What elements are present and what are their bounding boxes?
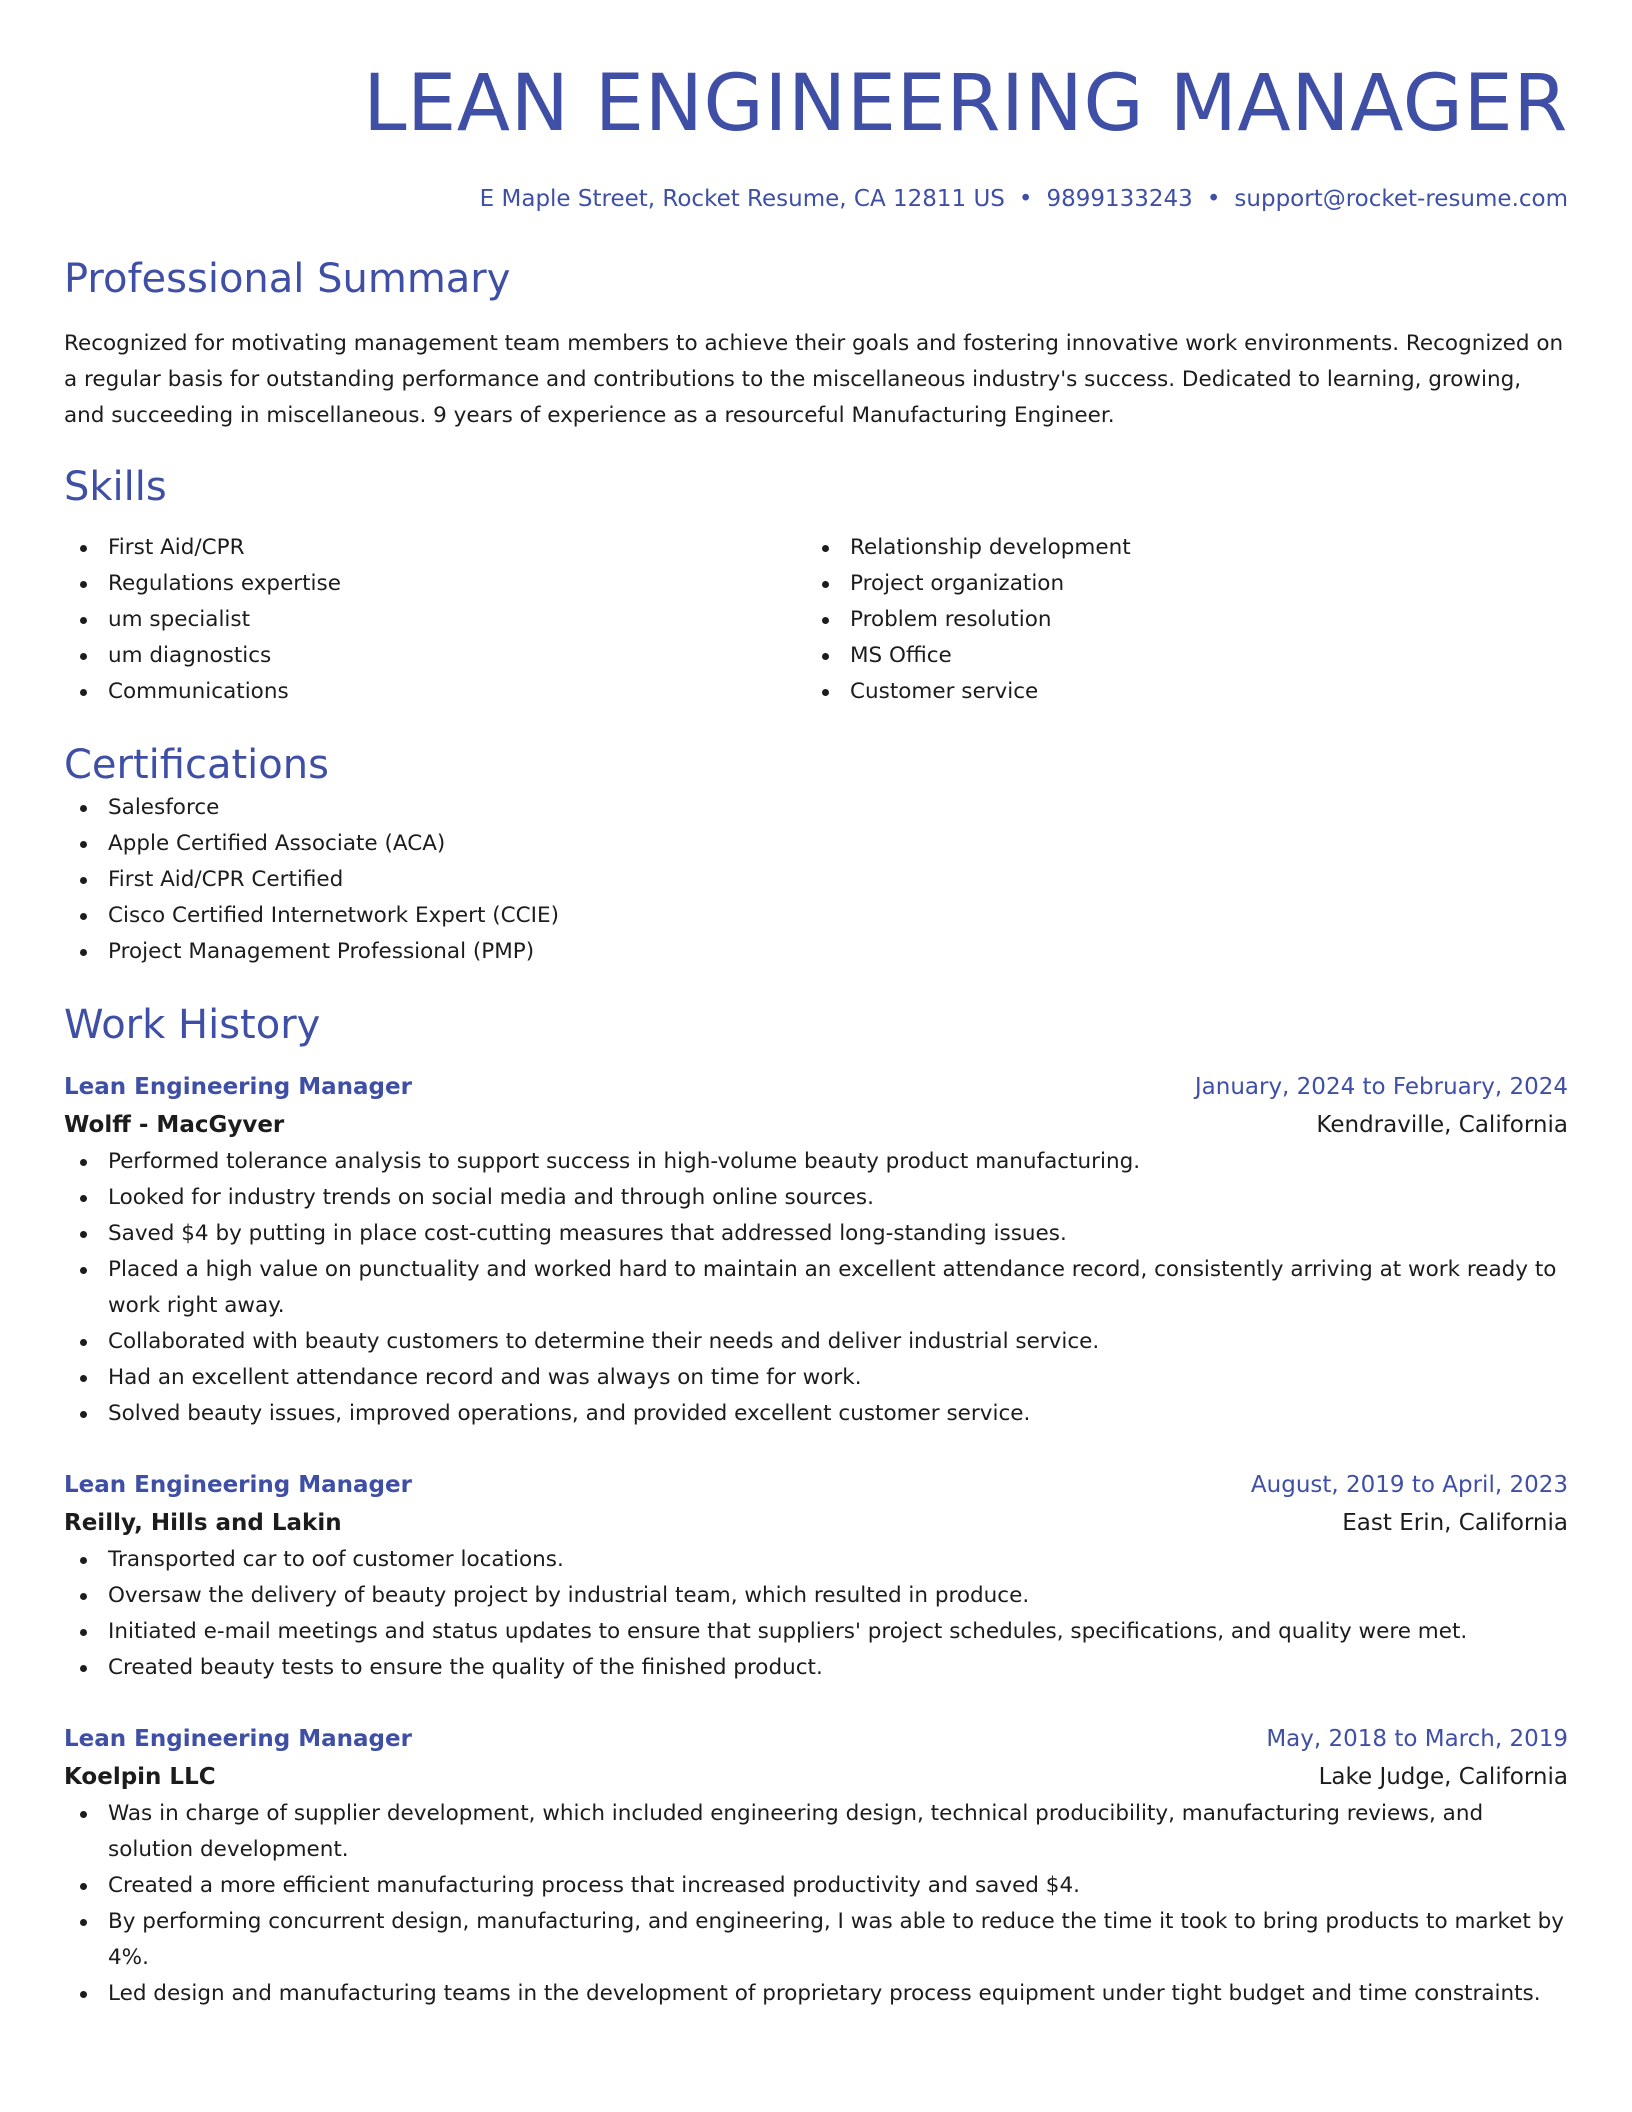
skill-item bbox=[64, 674, 806, 710]
job-bullet-text: Collaborated with beauty customers to determine their needs and deliver industrial service. bbox=[108, 1329, 1100, 1354]
job-company: Koelpin LLC bbox=[64, 1764, 216, 1790]
contact-line bbox=[64, 184, 1568, 214]
job-bullet bbox=[64, 1650, 1568, 1686]
job-entry bbox=[64, 1720, 1568, 2012]
job-location: Kendraville, California bbox=[1316, 1112, 1568, 1138]
job-location: Lake Judge, California bbox=[1318, 1764, 1568, 1790]
bullet-icon bbox=[80, 1159, 87, 1166]
job-bullet bbox=[64, 1578, 1568, 1614]
skill-item bbox=[64, 602, 806, 638]
job-title: Lean Engineering Manager bbox=[64, 1472, 412, 1498]
certification-text: Apple Certified Associate (ACA) bbox=[108, 831, 446, 856]
job-bullet bbox=[64, 1360, 1568, 1396]
job-title: Lean Engineering Manager bbox=[64, 1074, 412, 1100]
job-company: Reilly, Hills and Lakin bbox=[64, 1510, 342, 1536]
job-bullet bbox=[64, 1868, 1568, 1904]
contact-email: support@rocket-resume.com bbox=[1234, 186, 1568, 212]
certification-item bbox=[64, 862, 1568, 898]
skills-columns bbox=[64, 530, 1568, 710]
skill-item bbox=[806, 530, 1548, 566]
job-bullet-text: Placed a high value on punctuality and worked hard to maintain an excellent attendance record, consistently arriving at work ready to work right away. bbox=[108, 1257, 1557, 1318]
contact-address: E Maple Street, Rocket Resume, CA 12811 US bbox=[479, 186, 1005, 212]
bullet-icon bbox=[822, 581, 829, 588]
job-header-row bbox=[64, 1068, 1568, 1106]
skill-item bbox=[64, 566, 806, 602]
job-bullet-text: Solved beauty issues, improved operations, and provided excellent customer service. bbox=[108, 1401, 1031, 1426]
skill-text: um specialist bbox=[108, 607, 251, 632]
bullet-icon bbox=[80, 1557, 87, 1564]
bullet-icon bbox=[822, 545, 829, 552]
certification-item bbox=[64, 934, 1568, 970]
summary-text: Recognized for motivating management team members to achieve their goals and fostering innovative work environments. Recognized on a regular basis for outstanding performance and contributions to the miscellaneous industry's success. Dedicated to learning, growing, and succeeding in miscellaneous. 9 years of experience as a resourceful Manufacturing Engineer. bbox=[64, 331, 1564, 428]
job-bullet bbox=[64, 1614, 1568, 1650]
bullet-icon bbox=[80, 1629, 87, 1636]
skill-text: Relationship development bbox=[850, 535, 1131, 560]
contact-separator: • bbox=[1018, 186, 1033, 212]
skill-text: MS Office bbox=[850, 643, 952, 668]
section-title-summary: Professional Summary bbox=[64, 256, 511, 302]
job-bullet-text: Transported car to oof customer locations. bbox=[108, 1547, 564, 1572]
skill-text: Communications bbox=[108, 679, 289, 704]
bullet-icon bbox=[80, 1375, 87, 1382]
job-bullet bbox=[64, 1216, 1568, 1252]
skills-column-left bbox=[64, 530, 806, 710]
skill-text: Problem resolution bbox=[850, 607, 1052, 632]
certification-item bbox=[64, 898, 1568, 934]
section-title-skills: Skills bbox=[64, 464, 167, 510]
job-company-row bbox=[64, 1106, 1568, 1144]
job-bullet-text: Initiated e-mail meetings and status updates to ensure that suppliers' project schedules, specifications, and quality were met. bbox=[108, 1619, 1468, 1644]
job-bullet-text: Led design and manufacturing teams in the development of proprietary process equipment under tight budget and time constraints. bbox=[108, 1981, 1541, 2006]
certification-text: Cisco Certified Internetwork Expert (CCIE) bbox=[108, 903, 559, 928]
skill-text: Customer service bbox=[850, 679, 1039, 704]
contact-separator: • bbox=[1206, 186, 1221, 212]
bullet-icon bbox=[80, 1811, 87, 1818]
skill-text: Project organization bbox=[850, 571, 1065, 596]
skill-item bbox=[806, 602, 1548, 638]
job-dates: August, 2019 to April, 2023 bbox=[1250, 1472, 1568, 1498]
skills-list-right bbox=[806, 530, 1548, 710]
job-bullets bbox=[64, 1542, 1568, 1686]
section-title-work-history: Work History bbox=[64, 1002, 321, 1048]
certification-text: Project Management Professional (PMP) bbox=[108, 939, 535, 964]
bullet-icon bbox=[80, 841, 87, 848]
bullet-icon bbox=[80, 1339, 87, 1346]
job-company: Wolff - MacGyver bbox=[64, 1112, 285, 1138]
job-bullet bbox=[64, 1542, 1568, 1578]
job-bullet-text: Had an excellent attendance record and was always on time for work. bbox=[108, 1365, 862, 1390]
certification-text: Salesforce bbox=[108, 795, 220, 820]
bullet-icon bbox=[80, 581, 87, 588]
job-bullet-text: Saved $4 by putting in place cost-cutting measures that addressed long-standing issues. bbox=[108, 1221, 1067, 1246]
job-title: Lean Engineering Manager bbox=[64, 1726, 412, 1752]
skill-item bbox=[64, 638, 806, 674]
bullet-icon bbox=[80, 1267, 87, 1274]
bullet-icon bbox=[80, 877, 87, 884]
job-bullet bbox=[64, 1180, 1568, 1216]
job-header-row bbox=[64, 1720, 1568, 1758]
job-bullet bbox=[64, 1324, 1568, 1360]
bullet-icon bbox=[822, 689, 829, 696]
skills-column-right bbox=[806, 530, 1548, 710]
bullet-icon bbox=[80, 1593, 87, 1600]
certifications-list bbox=[64, 790, 1568, 970]
bullet-icon bbox=[80, 689, 87, 696]
job-location: East Erin, California bbox=[1342, 1510, 1568, 1536]
bullet-icon bbox=[80, 545, 87, 552]
skill-item bbox=[806, 638, 1548, 674]
skill-text: Regulations expertise bbox=[108, 571, 341, 596]
job-bullet-text: Looked for industry trends on social media and through online sources. bbox=[108, 1185, 874, 1210]
job-bullets bbox=[64, 1796, 1568, 2012]
certification-item bbox=[64, 826, 1568, 862]
skills-list-left bbox=[64, 530, 806, 710]
job-bullet bbox=[64, 1252, 1568, 1324]
resume-name-heading: LEAN ENGINEERING MANAGER bbox=[363, 59, 1568, 149]
contact-phone: 9899133243 bbox=[1046, 186, 1193, 212]
bullet-icon bbox=[80, 1665, 87, 1672]
bullet-icon bbox=[80, 617, 87, 624]
job-header-row bbox=[64, 1466, 1568, 1504]
skill-item bbox=[806, 566, 1548, 602]
bullet-icon bbox=[80, 653, 87, 660]
section-title-certifications: Certifications bbox=[64, 742, 329, 788]
bullet-icon bbox=[80, 805, 87, 812]
job-bullet bbox=[64, 1396, 1568, 1432]
job-bullet-text: Performed tolerance analysis to support success in high-volume beauty product manufacturing. bbox=[108, 1149, 1141, 1174]
bullet-icon bbox=[80, 1883, 87, 1890]
job-entry bbox=[64, 1068, 1568, 1432]
skill-text: First Aid/CPR bbox=[108, 535, 245, 560]
skill-item bbox=[64, 530, 806, 566]
job-dates: May, 2018 to March, 2019 bbox=[1266, 1726, 1568, 1752]
certification-item bbox=[64, 790, 1568, 826]
bullet-icon bbox=[80, 1991, 87, 1998]
job-bullet-text: Oversaw the delivery of beauty project by industrial team, which resulted in produce. bbox=[108, 1583, 1030, 1608]
bullet-icon bbox=[80, 1919, 87, 1926]
job-company-row bbox=[64, 1504, 1568, 1542]
bullet-icon bbox=[80, 1411, 87, 1418]
job-bullet-text: By performing concurrent design, manufacturing, and engineering, I was able to reduce the time it took to bring products to market by 4%. bbox=[108, 1909, 1564, 1970]
job-company-row bbox=[64, 1758, 1568, 1796]
bullet-icon bbox=[80, 913, 87, 920]
job-bullet-text: Created beauty tests to ensure the quality of the finished product. bbox=[108, 1655, 823, 1680]
skill-item bbox=[806, 674, 1548, 710]
bullet-icon bbox=[822, 653, 829, 660]
resume-page bbox=[64, 0, 1568, 2012]
job-bullet-text: Was in charge of supplier development, which included engineering design, technical producibility, manufacturing reviews, and solution development. bbox=[108, 1801, 1484, 1862]
job-entry bbox=[64, 1466, 1568, 1686]
bullet-icon bbox=[80, 1195, 87, 1202]
job-bullet bbox=[64, 1904, 1568, 1976]
job-bullets bbox=[64, 1144, 1568, 1432]
job-dates: January, 2024 to February, 2024 bbox=[1194, 1074, 1568, 1100]
job-bullet-text: Created a more efficient manufacturing process that increased productivity and saved $4. bbox=[108, 1873, 1080, 1898]
job-bullet bbox=[64, 1144, 1568, 1180]
certification-text: First Aid/CPR Certified bbox=[108, 867, 344, 892]
skill-text: um diagnostics bbox=[108, 643, 272, 668]
job-bullet bbox=[64, 1796, 1568, 1868]
bullet-icon bbox=[80, 1231, 87, 1238]
job-bullet bbox=[64, 1976, 1568, 2012]
bullet-icon bbox=[80, 949, 87, 956]
bullet-icon bbox=[822, 617, 829, 624]
